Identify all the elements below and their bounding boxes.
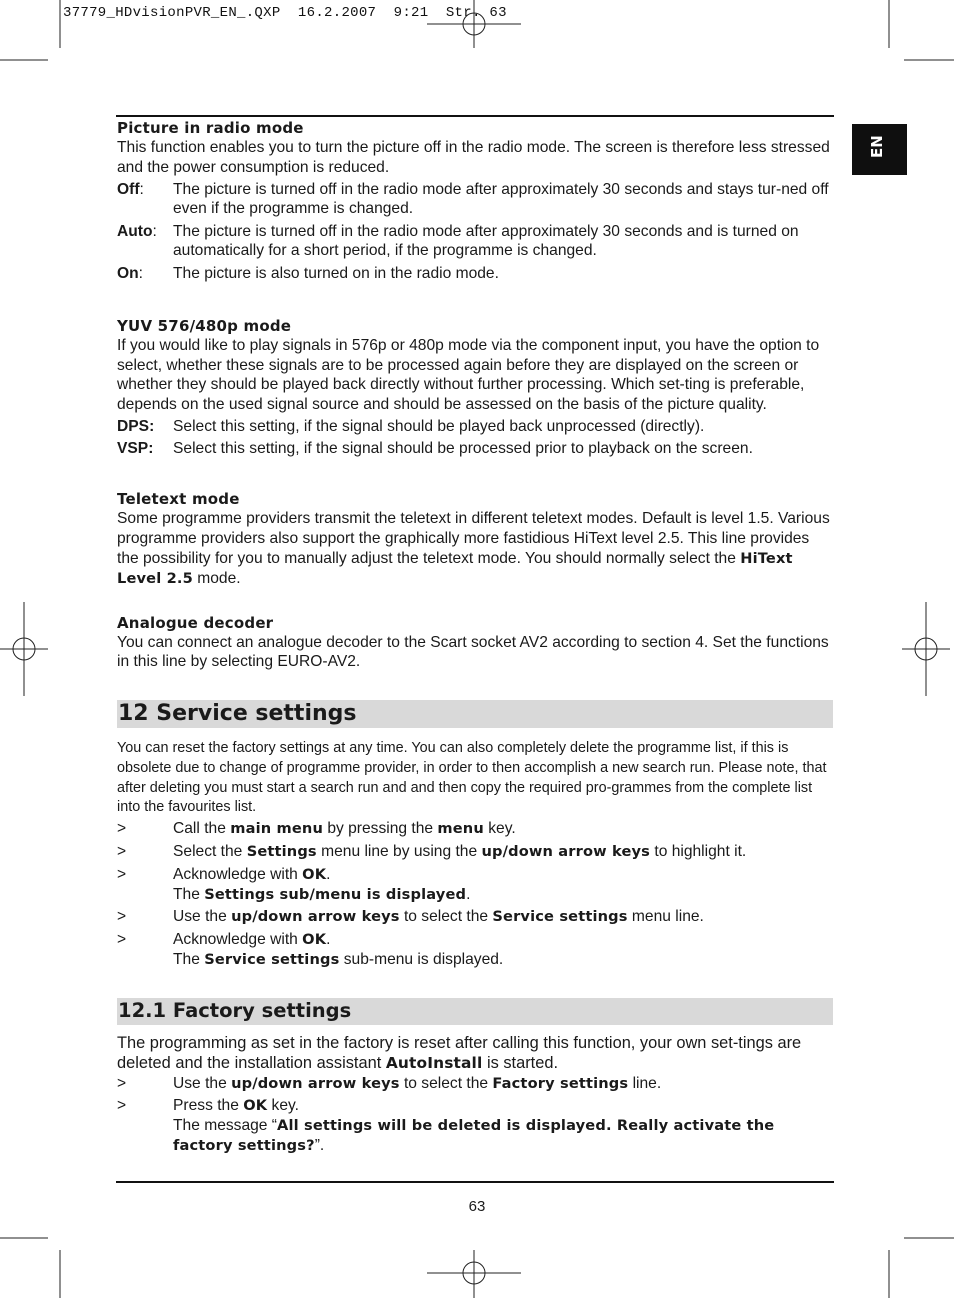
step-marker: >	[117, 1097, 127, 1115]
option-item	[117, 264, 833, 284]
option-sep: :	[139, 180, 144, 198]
top-rule	[116, 115, 834, 117]
keyword: Settings	[246, 843, 317, 861]
keyword: AutoInstall	[385, 1053, 483, 1072]
keyword: All settings will be deleted is displayed. Really activate the factory settings?	[173, 1116, 775, 1154]
option-item	[117, 180, 833, 220]
step-item: > Select the Settings menu line by using the up/down arrow keys to highlight it.	[117, 843, 747, 861]
section-intro: If you would like to play signals in 576p or 480p mode via the component input, you have the option to select, whether these signals are to be processed again before they are displayed on the screen or whether they should be played back directly without further processing. Which set-ting is preferable, depends on the used signal source and should be assessed on the basis of the picture quality.	[117, 336, 820, 414]
keyword: OK	[302, 865, 327, 883]
option-desc: Select this setting, if the signal should be processed prior to playback on the screen.	[173, 440, 753, 458]
page-number: 63	[468, 1198, 486, 1215]
option-term: DPS:	[117, 417, 155, 435]
keyword: OK	[243, 1097, 268, 1115]
option-sep: :	[138, 264, 143, 282]
keyword: OK	[302, 931, 327, 949]
step-item: > Use the up/down arrow keys to select the Service settings menu line.	[117, 908, 704, 926]
service-steps	[117, 819, 833, 970]
text-run: mode.	[192, 569, 241, 587]
section-decoder	[117, 613, 833, 673]
option-desc: The picture is turned off in the radio mode after approximately 30 seconds and is turned on automatically for a short period, if the programme is changed.	[173, 222, 799, 260]
option-list	[117, 180, 833, 284]
step-item: > Press the OK key. The message “All settings will be deleted is displayed. Really activate the factory settings?”.	[117, 1097, 775, 1154]
section-picture-radio	[117, 118, 833, 283]
step-item: > Use the up/down arrow keys to select the Factory settings line.	[117, 1075, 662, 1093]
step-marker: >	[117, 1075, 127, 1093]
step-item: > Acknowledge with OK. The Settings sub/menu is displayed.	[117, 865, 471, 903]
step-marker: >	[117, 908, 127, 926]
language-tab	[852, 124, 907, 175]
section-heading: Analogue decoder	[117, 613, 274, 632]
language-tab-label: EN	[868, 135, 886, 158]
section-text	[117, 509, 833, 588]
keyword: Service settings	[492, 908, 628, 926]
option-term: VSP:	[117, 440, 154, 458]
step-marker: >	[117, 865, 127, 883]
option-desc: The picture is turned off in the radio mode after approximately 30 seconds and stays tur-ned off even if the programme is changed.	[173, 180, 829, 218]
text-run: Some programme providers transmit the teletext in different teletext modes. Default is level 1.5. Various programme providers also support the graphically more fastidious HiText level 2.5. This line provides the possibility for you to manually adjust the teletext mode. You should normally select the	[117, 510, 830, 567]
option-item	[117, 439, 833, 459]
keyword: menu	[437, 820, 484, 838]
factory-intro: The programming as set in the factory is reset after calling this function, your own set-tings are deleted and the installation assistant AutoInstall is started.	[117, 1033, 802, 1072]
section-yuv	[117, 316, 833, 459]
step-marker: >	[117, 820, 127, 838]
keyword: HiText Level 2.5	[117, 549, 793, 587]
keyword: up/down arrow keys	[481, 843, 651, 861]
section-heading: YUV 576/480p mode	[117, 316, 292, 335]
step-item: > Call the main menu by pressing the menu key.	[117, 820, 516, 838]
keyword: up/down arrow keys	[231, 1075, 400, 1093]
option-item	[117, 222, 833, 262]
chapter-heading-service: 12 Service settings	[117, 700, 833, 728]
keyword: main menu	[230, 820, 323, 838]
print-slug: 37779_HDvisionPVR_EN_.QXP 16.2.2007 9:21 Str. 63	[63, 5, 507, 21]
keyword: Service settings	[204, 951, 340, 969]
keyword: Settings sub/menu is displayed	[204, 885, 467, 903]
section-text: You can connect an analogue decoder to the Scart socket AV2 according to section 4. Set the functions in this line by selecting EURO-AV2.	[117, 633, 829, 671]
option-term: Off	[117, 180, 140, 198]
section-teletext	[117, 489, 833, 588]
chapter-heading-factory: 12.1 Factory settings	[117, 998, 833, 1025]
option-term: On	[117, 264, 139, 282]
step-marker: >	[117, 843, 127, 861]
bottom-rule	[116, 1181, 834, 1183]
keyword: up/down arrow keys	[231, 908, 400, 926]
step-marker: >	[117, 931, 127, 949]
page-content	[117, 118, 833, 1155]
option-list	[117, 417, 833, 459]
option-term: Auto	[117, 222, 153, 240]
section-heading: Teletext mode	[117, 490, 240, 509]
option-item	[117, 417, 833, 437]
step-item: > Acknowledge with OK. The Service settings sub-menu is displayed.	[117, 931, 504, 969]
section-intro: This function enables you to turn the picture off in the radio mode. The screen is therefore less stressed and the power consumption is reduced.	[117, 139, 830, 176]
option-desc: Select this setting, if the signal should be played back unprocessed (directly).	[173, 417, 705, 435]
option-sep: :	[152, 222, 157, 240]
section-heading: Picture in radio mode	[117, 119, 304, 137]
service-intro: You can reset the factory settings at any time. You can also completely delete the programme list, if this is obsolete due to change of programme provider, in order to then accomplish a new search run. Please note, that after deleting you must start a search run and and then copy the required pro-grammes from the complete list into the favourites list.	[117, 740, 827, 816]
option-desc: The picture is also turned on in the radio mode.	[173, 264, 499, 282]
keyword: Factory settings	[492, 1075, 629, 1093]
